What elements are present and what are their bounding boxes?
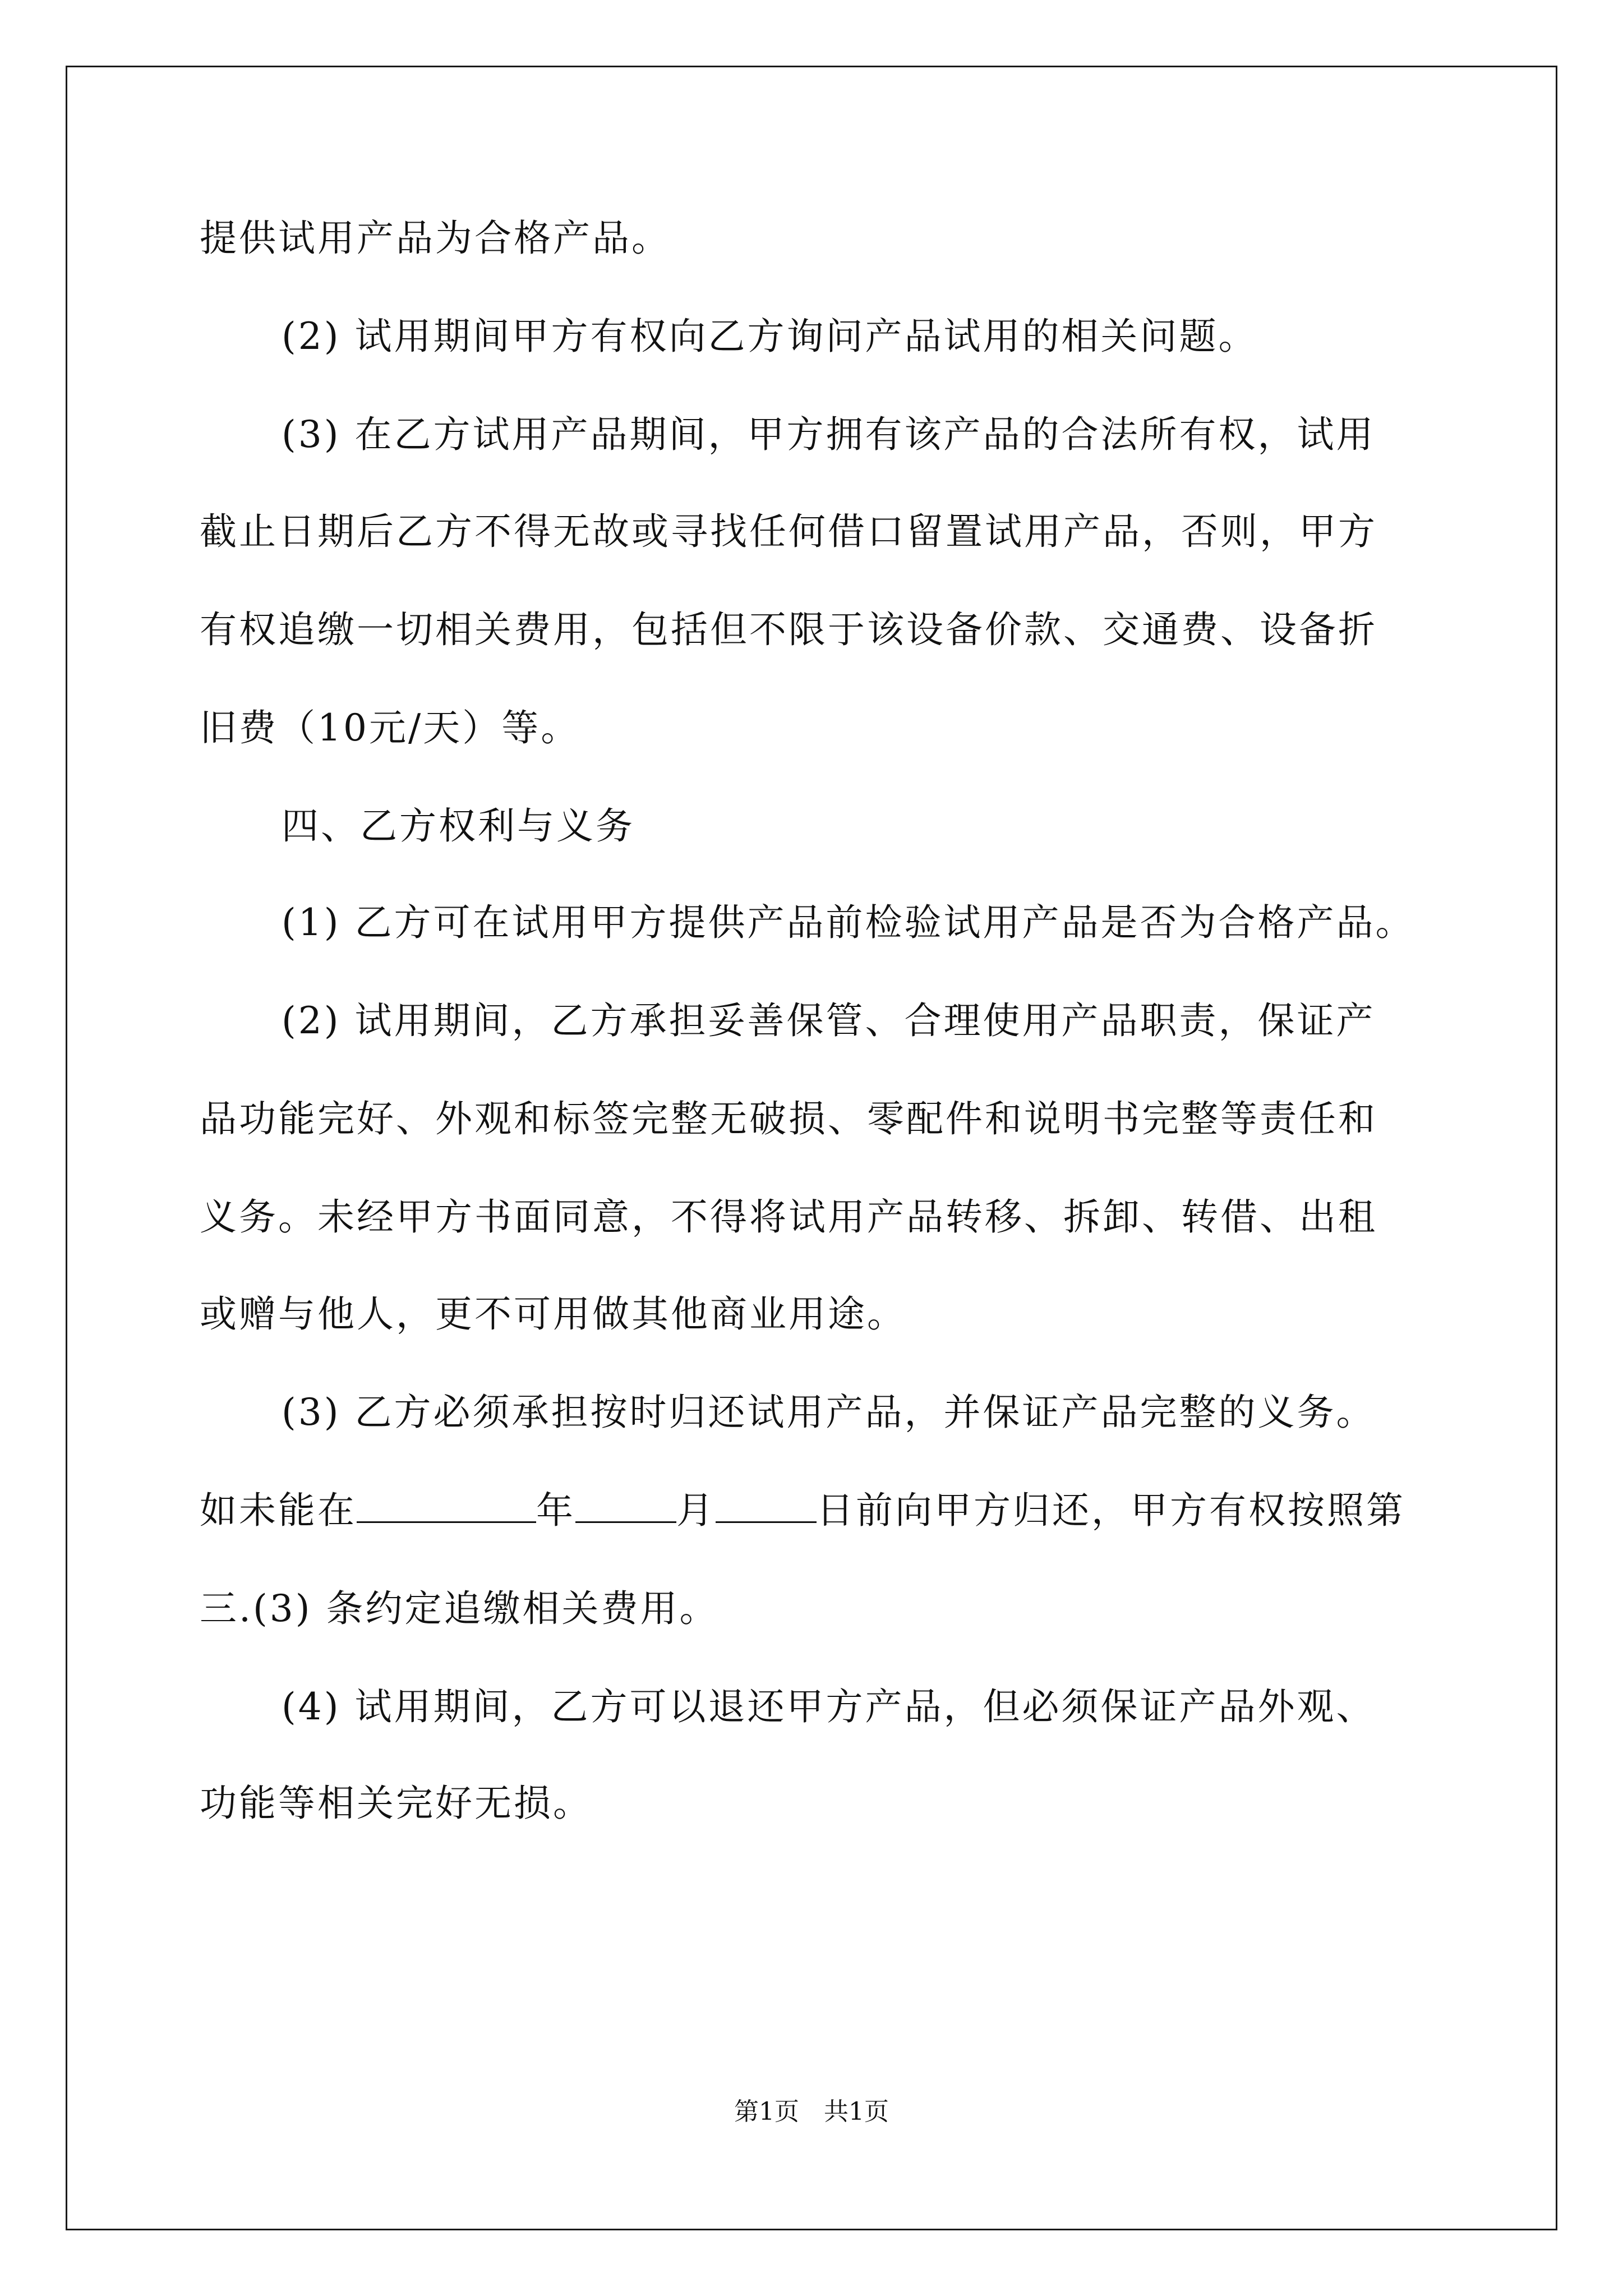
section-heading: 四、乙方权利与义务 bbox=[282, 804, 635, 848]
paragraph-line: (3) 在乙方试用产品期间，甲方拥有该产品的合法所有权，试用 bbox=[282, 413, 1376, 456]
paragraph-line: (1) 乙方可在试用甲方提供产品前检验试用产品是否为合格产品。 bbox=[282, 901, 1415, 944]
paragraph-line: 有权追缴一切相关费用，包括但不限于该设备价款、交通费、设备折 bbox=[200, 608, 1377, 651]
fill-text: 如未能在 bbox=[200, 1489, 357, 1532]
paragraph-line: (4) 试用期间，乙方可以退还甲方产品，但必须保证产品外观、 bbox=[282, 1685, 1376, 1728]
page-border bbox=[66, 66, 1557, 2230]
fill-text: 月 bbox=[676, 1489, 716, 1532]
paragraph-line: (2) 试用期间甲方有权向乙方询问产品试用的相关问题。 bbox=[282, 315, 1258, 358]
paragraph-line: 截止日期后乙方不得无故或寻找任何借口留置试用产品，否则，甲方 bbox=[200, 510, 1377, 553]
paragraph-line: (2) 试用期间，乙方承担妥善保管、合理使用产品职责，保证产 bbox=[282, 999, 1376, 1042]
date-fill-line bbox=[200, 1485, 1405, 1536]
paragraph-line: 义务。未经甲方书面同意，不得将试用产品转移、拆卸、转借、出租 bbox=[200, 1195, 1377, 1239]
paragraph-line: 提供试用产品为合格产品。 bbox=[200, 217, 671, 260]
page-number-footer: 第1页 共1页 bbox=[734, 2097, 889, 2126]
fill-text: 年 bbox=[536, 1489, 575, 1532]
paragraph-line: 品功能完好、外观和标签完整无破损、零配件和说明书完整等责任和 bbox=[200, 1097, 1377, 1140]
fill-text: 日前向甲方归还，甲方有权按照第 bbox=[817, 1489, 1405, 1532]
paragraph-line: 功能等相关完好无损。 bbox=[200, 1782, 592, 1825]
paragraph-line: (3) 乙方必须承担按时归还试用产品，并保证产品完整的义务。 bbox=[282, 1391, 1376, 1434]
paragraph-line: 或赠与他人，更不可用做其他商业用途。 bbox=[200, 1292, 906, 1336]
day-blank bbox=[716, 1488, 817, 1523]
month-blank bbox=[575, 1488, 676, 1523]
paragraph-line: 三.(3) 条约定追缴相关费用。 bbox=[200, 1587, 719, 1630]
paragraph-line: 旧费（10元/天）等。 bbox=[200, 706, 580, 749]
year-blank bbox=[357, 1488, 536, 1523]
